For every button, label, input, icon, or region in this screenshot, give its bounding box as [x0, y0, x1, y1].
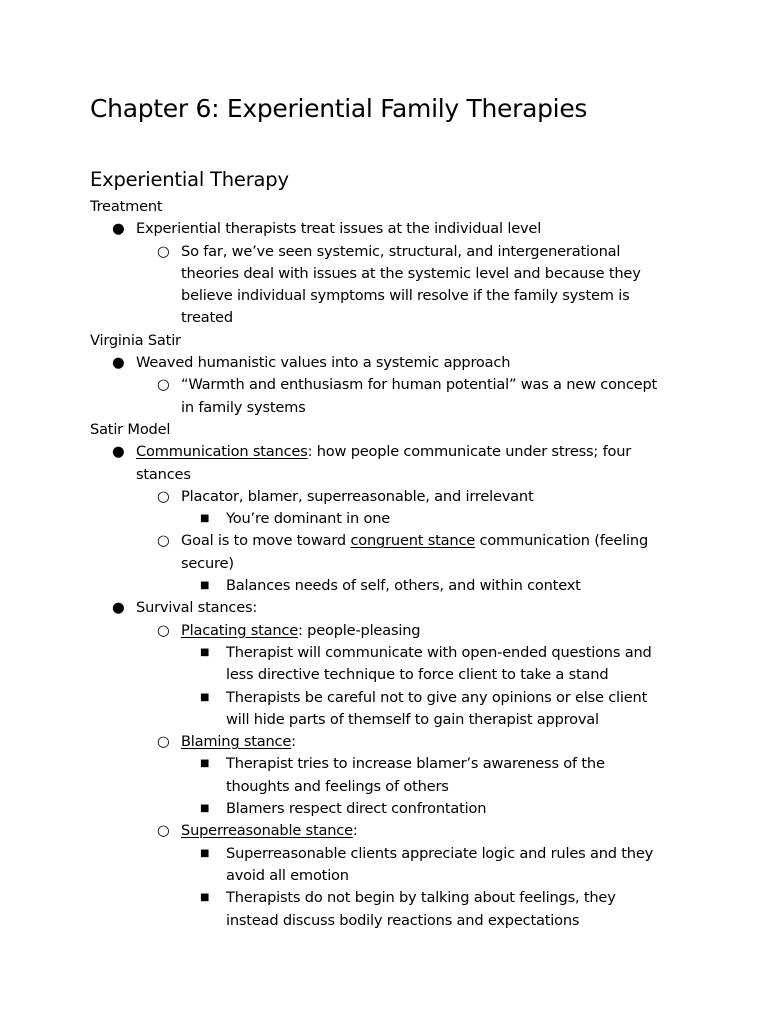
circle-marker: ○ [157, 621, 170, 639]
subheading-satir-model: Satir Model [90, 420, 171, 438]
list-item-continuation: thoughts and feelings of others [226, 777, 449, 795]
term-communication-stances: Communication stances [136, 443, 308, 461]
list-item: ○ So far, we’ve seen systemic, structural, and intergenerational [90, 241, 690, 263]
list-item: ● Experiential therapists treat issues at the individual level [90, 218, 690, 240]
list-item: ○ Placating stance: people-pleasing [90, 620, 690, 642]
list-item: ■ Therapists do not begin by talking about feelings, they [90, 887, 690, 909]
list-item-continuation: instead discuss bodily reactions and expectations [226, 911, 580, 929]
list-item: ■ Therapist tries to increase blamer’s awareness of the [90, 753, 690, 775]
list-item-continuation: believe individual symptoms will resolve if the family system is [181, 287, 630, 305]
square-marker: ■ [200, 646, 210, 658]
list-item: ○ Goal is to move toward congruent stance communication (feeling [90, 530, 690, 552]
list-item: ○ “Warmth and enthusiasm for human potential” was a new concept [90, 374, 690, 396]
list-item-continuation: theories deal with issues at the systemic level and because they [181, 264, 641, 282]
list-item: ● Survival stances: [90, 597, 690, 619]
term-congruent-stance: congruent stance [350, 532, 476, 550]
square-marker: ■ [200, 513, 210, 525]
list-item: ■ You’re dominant in one [90, 508, 690, 530]
circle-marker: ○ [157, 532, 170, 550]
square-marker: ■ [200, 580, 210, 592]
list-item: ○ Superreasonable stance: [90, 820, 690, 842]
list-item-continuation: stances [136, 465, 191, 483]
square-marker: ■ [200, 803, 210, 815]
list-item-continuation: less directive technique to force client to take a stand [226, 666, 609, 684]
list-item: ■ Balances needs of self, others, and within context [90, 575, 690, 597]
square-marker: ■ [200, 691, 210, 703]
square-marker: ■ [200, 847, 210, 859]
bullet-marker: ● [112, 354, 125, 372]
list-item: ■ Therapists be careful not to give any opinions or else client [90, 687, 690, 709]
list-item: ● Weaved humanistic values into a systemic approach [90, 352, 690, 374]
list-item-continuation: in family systems [181, 398, 306, 416]
list-item: ■ Superreasonable clients appreciate logic and rules and they [90, 843, 690, 865]
term-placating-stance: Placating stance [181, 621, 299, 639]
list-item: ○ Placator, blamer, superreasonable, and irrelevant [90, 486, 690, 508]
square-marker: ■ [200, 892, 210, 904]
term-blaming-stance: Blaming stance [181, 733, 292, 751]
section-heading: Experiential Therapy [90, 168, 289, 191]
circle-marker: ○ [157, 242, 170, 260]
circle-marker: ○ [157, 376, 170, 394]
chapter-title: Chapter 6: Experiential Family Therapies [90, 94, 588, 123]
list-item: ● Communication stances: how people communicate under stress; four [90, 441, 690, 463]
square-marker: ■ [200, 758, 210, 770]
circle-marker: ○ [157, 822, 170, 840]
subheading-treatment: Treatment [90, 198, 163, 215]
list-item-continuation: treated [181, 309, 233, 327]
list-item: ○ Blaming stance: [90, 731, 690, 753]
document-body [90, 196, 690, 932]
list-item: ■ Therapist will communicate with open-ended questions and [90, 642, 690, 664]
list-item-continuation: will hide parts of themself to gain therapist approval [226, 710, 599, 728]
circle-marker: ○ [157, 487, 170, 505]
circle-marker: ○ [157, 733, 170, 751]
list-item-continuation: avoid all emotion [226, 866, 349, 884]
bullet-marker: ● [112, 599, 125, 617]
list-item: ■ Blamers respect direct confrontation [90, 798, 690, 820]
subheading-virginia-satir: Virginia Satir [90, 331, 181, 349]
bullet-marker: ● [112, 220, 125, 238]
list-item-continuation: secure) [181, 554, 234, 572]
bullet-marker: ● [112, 443, 125, 461]
term-superreasonable-stance: Superreasonable stance [181, 822, 353, 840]
